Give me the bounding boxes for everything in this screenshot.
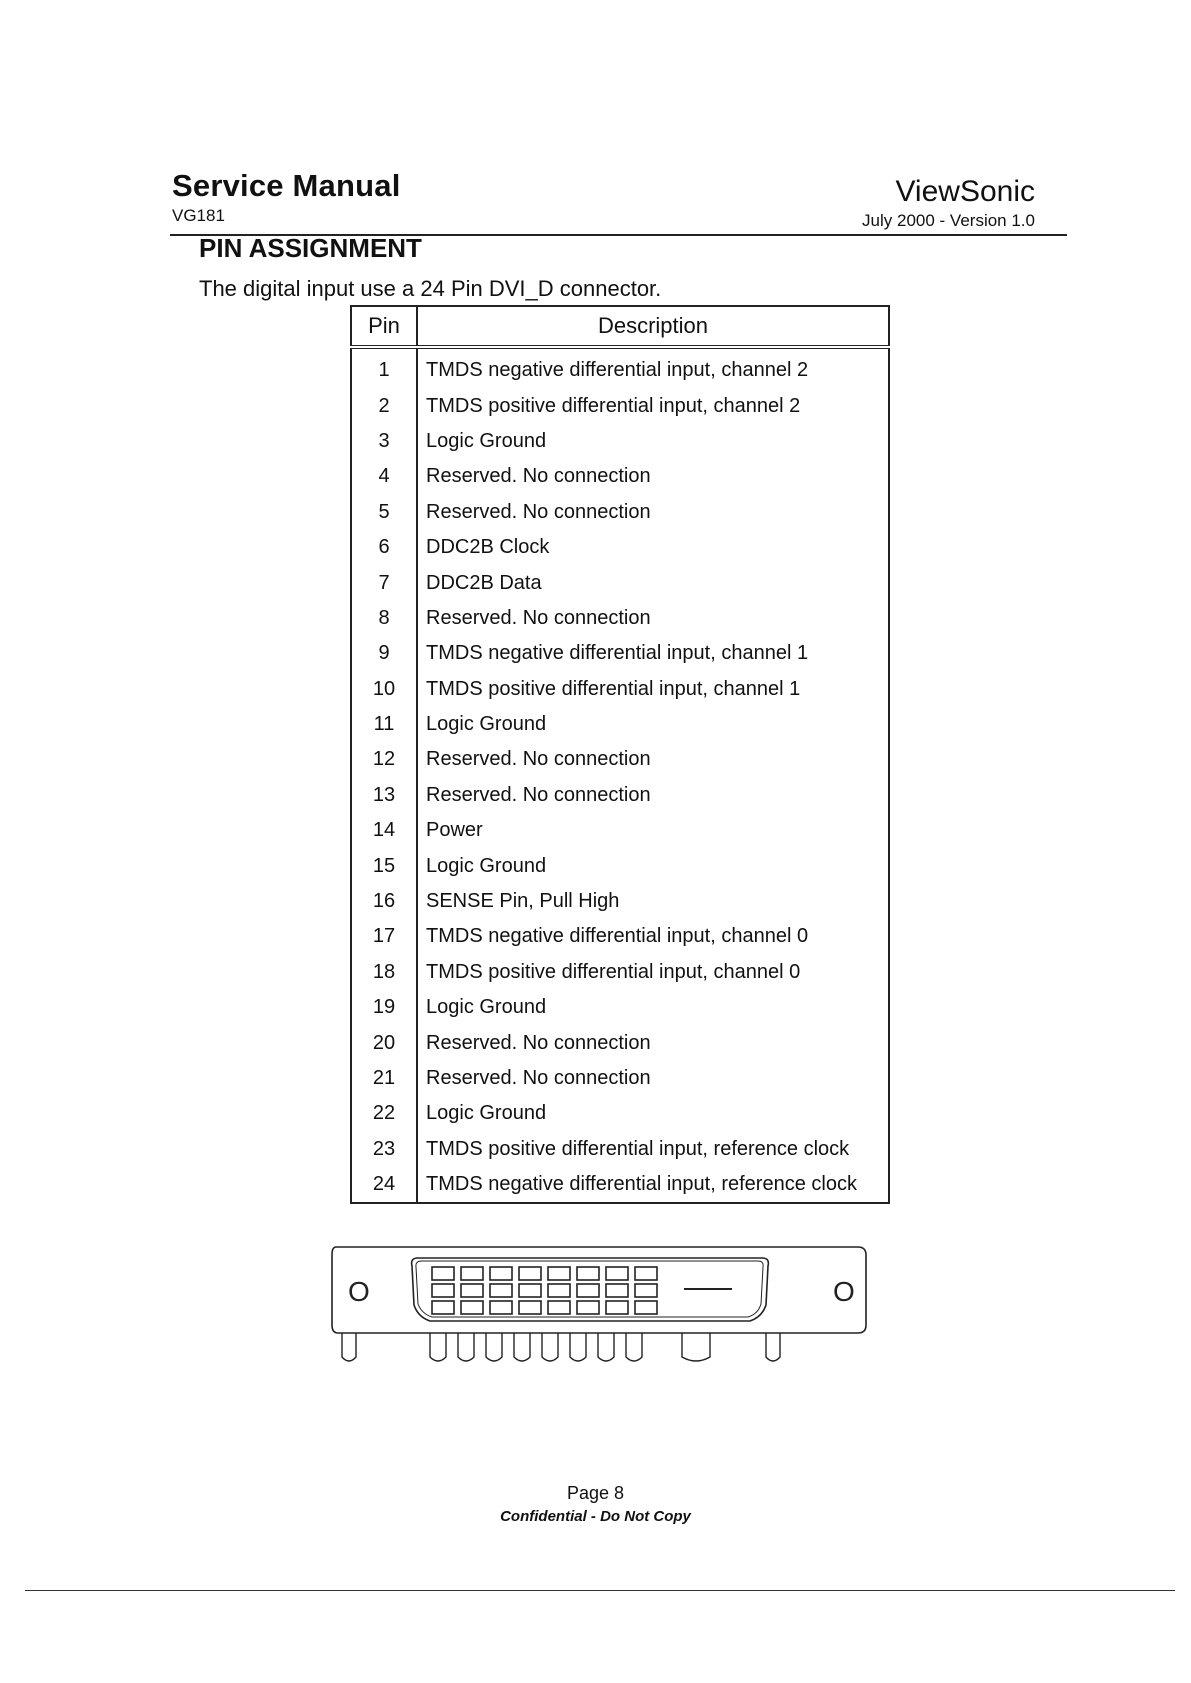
pin-description: DDC2B Data	[426, 571, 542, 594]
pin-description: Logic Ground	[426, 1102, 547, 1125]
right-screw-hole: O	[833, 1276, 855, 1307]
column-header-description: Description	[417, 306, 889, 347]
pin-number: 7	[351, 565, 417, 600]
solder-tail	[514, 1333, 530, 1361]
pin-number: 10	[351, 672, 417, 707]
pin-number: 8	[351, 601, 417, 636]
pin-number: 16	[351, 884, 417, 919]
connector-pin	[548, 1284, 570, 1297]
pin-description: SENSE Pin, Pull High	[426, 890, 620, 913]
connector-pin	[519, 1284, 541, 1297]
pin-description: DDC2B Clock	[426, 536, 550, 559]
table-row	[351, 565, 889, 600]
pin-description: Reserved. No connection	[426, 748, 651, 771]
table-row	[351, 1167, 889, 1203]
table-row	[351, 813, 889, 848]
pin-number: 21	[351, 1061, 417, 1096]
pin-description: TMDS positive differential input, channel 2	[426, 394, 801, 417]
table-body	[351, 347, 889, 1203]
connector-pin	[519, 1267, 541, 1280]
model-number: VG181	[172, 206, 225, 225]
connector-pin	[548, 1267, 570, 1280]
pin-number: 12	[351, 742, 417, 777]
pin-number: 17	[351, 919, 417, 954]
connector-pin	[606, 1284, 628, 1297]
confidential-notice: Confidential - Do Not Copy	[500, 1508, 691, 1525]
connector-pin	[606, 1301, 628, 1314]
pin-number: 22	[351, 1096, 417, 1131]
pin-number: 1	[351, 347, 417, 388]
solder-tail	[542, 1333, 558, 1361]
pin-description: TMDS positive differential input, channel 0	[426, 960, 801, 983]
pin-description: Logic Ground	[426, 996, 547, 1019]
connector-pin-grid	[432, 1267, 657, 1314]
dvi-connector-diagram	[330, 1245, 870, 1375]
section-heading: PIN ASSIGNMENT	[199, 233, 422, 263]
table-row	[351, 955, 889, 990]
connector-pin	[519, 1301, 541, 1314]
connector-pin	[461, 1267, 483, 1280]
pin-description: TMDS positive differential input, reference clock	[426, 1137, 850, 1160]
connector-pin	[490, 1267, 512, 1280]
pin-number: 5	[351, 495, 417, 530]
table-row	[351, 707, 889, 742]
table-row	[351, 530, 889, 565]
connector-pin	[461, 1301, 483, 1314]
pin-description: Reserved. No connection	[426, 606, 651, 629]
table-header-row	[351, 306, 889, 347]
table-row	[351, 742, 889, 777]
pin-number: 4	[351, 459, 417, 494]
solder-tail	[598, 1333, 614, 1361]
table-row	[351, 424, 889, 459]
solder-tail	[682, 1333, 710, 1361]
pin-description: TMDS negative differential input, reference clock	[426, 1173, 857, 1196]
pin-assignment-table	[350, 305, 890, 1204]
pin-number: 15	[351, 848, 417, 883]
table-row	[351, 1061, 889, 1096]
pin-number: 14	[351, 813, 417, 848]
solder-tail	[486, 1333, 502, 1361]
pin-description: Logic Ground	[426, 854, 547, 877]
connector-pin	[548, 1301, 570, 1314]
solder-tail	[342, 1333, 356, 1361]
pin-number: 23	[351, 1132, 417, 1167]
table-row	[351, 778, 889, 813]
pin-description: Reserved. No connection	[426, 465, 651, 488]
pin-number: 9	[351, 636, 417, 671]
connector-pin	[432, 1267, 454, 1280]
pin-number: 6	[351, 530, 417, 565]
connector-pin	[577, 1284, 599, 1297]
solder-tail	[430, 1333, 446, 1361]
solder-tail	[458, 1333, 474, 1361]
connector-pin	[432, 1284, 454, 1297]
table-row	[351, 919, 889, 954]
table-row	[351, 1132, 889, 1167]
pin-description: Reserved. No connection	[426, 1031, 651, 1054]
table-row	[351, 459, 889, 494]
connector-pin	[490, 1284, 512, 1297]
connector-pin	[432, 1301, 454, 1314]
table-row	[351, 1096, 889, 1131]
solder-tails	[342, 1333, 780, 1361]
intro-text: The digital input use a 24 Pin DVI_D connector.	[199, 276, 662, 301]
connector-pin	[490, 1301, 512, 1314]
pin-number: 2	[351, 388, 417, 423]
table-row	[351, 347, 889, 388]
solder-tail	[570, 1333, 586, 1361]
page-title: Service Manual	[172, 168, 401, 203]
brand-name: ViewSonic	[895, 175, 1035, 208]
pin-description: Logic Ground	[426, 429, 547, 452]
table-row	[351, 848, 889, 883]
table-row	[351, 1025, 889, 1060]
table-row	[351, 990, 889, 1025]
pin-description: TMDS negative differential input, channel 2	[426, 359, 809, 382]
connector-pin	[635, 1284, 657, 1297]
pin-number: 24	[351, 1167, 417, 1203]
column-header-pin: Pin	[351, 306, 417, 347]
table-row	[351, 884, 889, 919]
table-row	[351, 388, 889, 423]
connector-pin	[635, 1301, 657, 1314]
version-date: July 2000 - Version 1.0	[862, 211, 1035, 230]
connector-pin	[577, 1301, 599, 1314]
page-number: Page 8	[566, 1483, 625, 1503]
solder-tail	[626, 1333, 642, 1361]
table-row	[351, 636, 889, 671]
pin-number: 18	[351, 955, 417, 990]
table-row	[351, 672, 889, 707]
connector-pin	[606, 1267, 628, 1280]
connector-pin	[635, 1267, 657, 1280]
solder-tail	[766, 1333, 780, 1361]
left-screw-hole: O	[348, 1276, 370, 1307]
table-row	[351, 495, 889, 530]
pin-description: Reserved. No connection	[426, 1067, 651, 1089]
pin-number: 11	[351, 707, 417, 742]
pin-number: 20	[351, 1025, 417, 1060]
connector-pin	[577, 1267, 599, 1280]
pin-number: 19	[351, 990, 417, 1025]
pin-description: Reserved. No connection	[426, 500, 651, 523]
pin-description: TMDS negative differential input, channel 1	[426, 642, 809, 665]
table-row	[351, 601, 889, 636]
pin-description: Reserved. No connection	[426, 783, 651, 806]
connector-pin	[461, 1284, 483, 1297]
pin-number: 3	[351, 424, 417, 459]
pin-description: Logic Ground	[426, 713, 547, 736]
bottom-divider	[25, 1590, 1175, 1591]
pin-description: Power	[426, 819, 483, 842]
pin-description: TMDS positive differential input, channel 1	[426, 677, 801, 700]
pin-description: TMDS negative differential input, channel 0	[426, 925, 809, 948]
pin-number: 13	[351, 778, 417, 813]
